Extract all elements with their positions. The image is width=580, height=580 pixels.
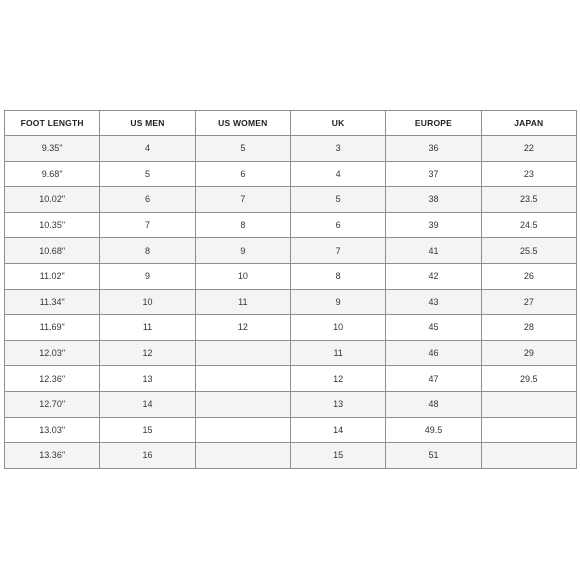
table-row	[5, 161, 577, 187]
cell-japan: 29	[481, 340, 576, 366]
cell-foot-length: 12.70"	[5, 391, 100, 417]
cell-us-men: 13	[100, 366, 195, 392]
size-chart-body	[5, 136, 577, 469]
size-chart-table	[4, 110, 577, 469]
cell-us-men: 5	[100, 161, 195, 187]
cell-foot-length: 13.03"	[5, 417, 100, 443]
header-us-men: US MEN	[100, 111, 195, 136]
cell-japan	[481, 417, 576, 443]
cell-us-men: 16	[100, 443, 195, 469]
header-uk: UK	[290, 111, 385, 136]
cell-europe: 48	[386, 391, 481, 417]
cell-japan: 27	[481, 289, 576, 315]
cell-uk: 4	[290, 161, 385, 187]
cell-europe: 36	[386, 136, 481, 162]
cell-uk: 11	[290, 340, 385, 366]
header-europe: EUROPE	[386, 111, 481, 136]
header-us-women: US WOMEN	[195, 111, 290, 136]
cell-foot-length: 10.68"	[5, 238, 100, 264]
cell-us-men: 11	[100, 315, 195, 341]
cell-uk: 8	[290, 263, 385, 289]
cell-us-women: 7	[195, 187, 290, 213]
cell-japan: 25.5	[481, 238, 576, 264]
cell-foot-length: 9.68"	[5, 161, 100, 187]
cell-uk: 10	[290, 315, 385, 341]
cell-europe: 49.5	[386, 417, 481, 443]
cell-japan: 23.5	[481, 187, 576, 213]
table-row	[5, 340, 577, 366]
cell-uk: 7	[290, 238, 385, 264]
cell-europe: 51	[386, 443, 481, 469]
cell-europe: 45	[386, 315, 481, 341]
cell-uk: 12	[290, 366, 385, 392]
cell-us-men: 12	[100, 340, 195, 366]
cell-japan	[481, 391, 576, 417]
cell-foot-length: 13.36"	[5, 443, 100, 469]
cell-europe: 38	[386, 187, 481, 213]
cell-japan: 26	[481, 263, 576, 289]
table-row	[5, 391, 577, 417]
table-row	[5, 136, 577, 162]
table-row	[5, 212, 577, 238]
cell-europe: 37	[386, 161, 481, 187]
cell-europe: 42	[386, 263, 481, 289]
cell-foot-length: 9.35"	[5, 136, 100, 162]
cell-uk: 5	[290, 187, 385, 213]
cell-us-men: 6	[100, 187, 195, 213]
cell-us-men: 7	[100, 212, 195, 238]
table-row	[5, 238, 577, 264]
cell-foot-length: 10.35"	[5, 212, 100, 238]
cell-japan	[481, 443, 576, 469]
cell-foot-length: 11.34"	[5, 289, 100, 315]
cell-uk: 9	[290, 289, 385, 315]
cell-foot-length: 10.02"	[5, 187, 100, 213]
size-chart-header	[5, 111, 577, 136]
table-row	[5, 366, 577, 392]
cell-us-women	[195, 443, 290, 469]
cell-us-women	[195, 417, 290, 443]
cell-foot-length: 12.36"	[5, 366, 100, 392]
cell-europe: 43	[386, 289, 481, 315]
cell-us-men: 9	[100, 263, 195, 289]
cell-japan: 29.5	[481, 366, 576, 392]
cell-foot-length: 11.69"	[5, 315, 100, 341]
cell-us-men: 14	[100, 391, 195, 417]
cell-japan: 23	[481, 161, 576, 187]
cell-us-women	[195, 340, 290, 366]
header-row	[5, 111, 577, 136]
cell-europe: 41	[386, 238, 481, 264]
cell-europe: 47	[386, 366, 481, 392]
cell-uk: 13	[290, 391, 385, 417]
table-row	[5, 187, 577, 213]
cell-us-women	[195, 391, 290, 417]
table-row	[5, 417, 577, 443]
cell-us-women: 8	[195, 212, 290, 238]
table-row	[5, 315, 577, 341]
cell-us-men: 8	[100, 238, 195, 264]
cell-foot-length: 12.03"	[5, 340, 100, 366]
cell-us-men: 15	[100, 417, 195, 443]
cell-us-women: 6	[195, 161, 290, 187]
cell-us-women: 12	[195, 315, 290, 341]
header-foot-length: FOOT LENGTH	[5, 111, 100, 136]
cell-us-women: 10	[195, 263, 290, 289]
cell-japan: 28	[481, 315, 576, 341]
cell-uk: 3	[290, 136, 385, 162]
cell-uk: 14	[290, 417, 385, 443]
header-japan: JAPAN	[481, 111, 576, 136]
cell-japan: 22	[481, 136, 576, 162]
cell-japan: 24.5	[481, 212, 576, 238]
cell-foot-length: 11.02"	[5, 263, 100, 289]
cell-uk: 15	[290, 443, 385, 469]
cell-us-men: 4	[100, 136, 195, 162]
cell-us-women: 5	[195, 136, 290, 162]
table-row	[5, 443, 577, 469]
table-row	[5, 263, 577, 289]
table-row	[5, 289, 577, 315]
cell-us-women: 11	[195, 289, 290, 315]
cell-europe: 39	[386, 212, 481, 238]
cell-us-women: 9	[195, 238, 290, 264]
cell-europe: 46	[386, 340, 481, 366]
cell-us-women	[195, 366, 290, 392]
cell-us-men: 10	[100, 289, 195, 315]
cell-uk: 6	[290, 212, 385, 238]
